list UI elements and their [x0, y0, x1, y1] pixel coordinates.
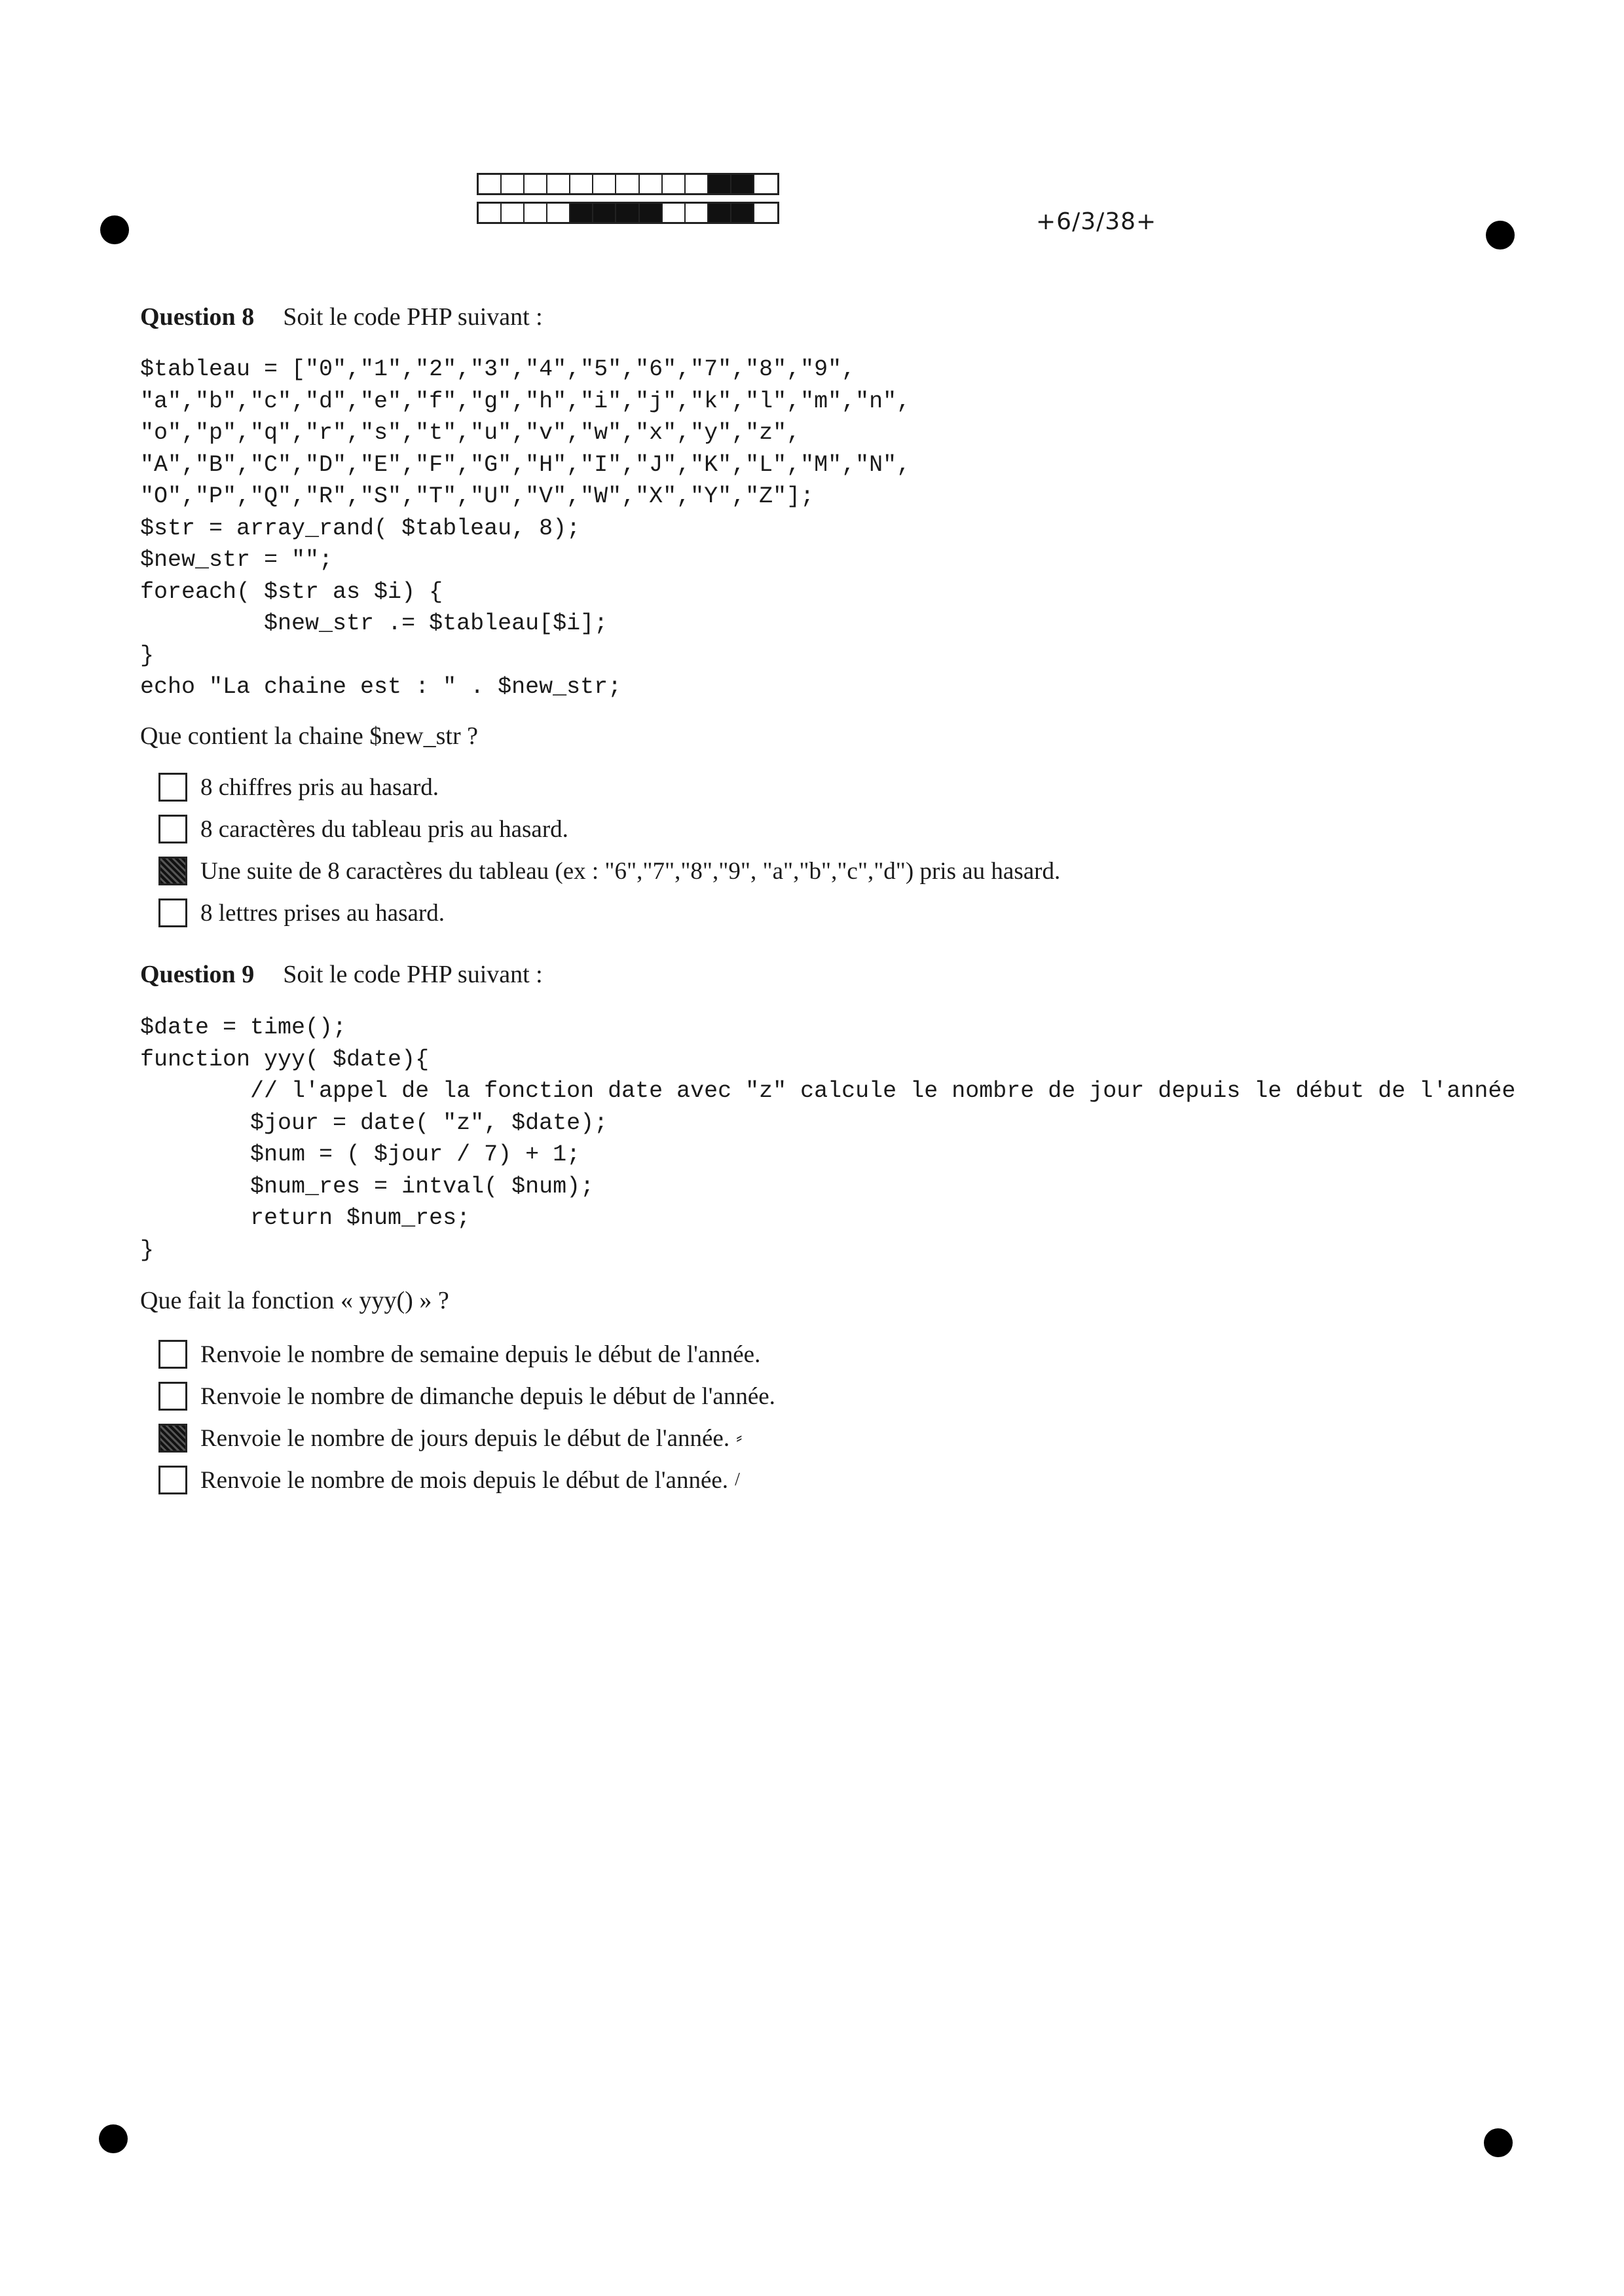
- choice-label: 8 caractères du tableau pris au hasard.: [200, 815, 568, 843]
- barcode-cell-empty: [547, 175, 570, 193]
- checkbox[interactable]: [158, 1340, 187, 1369]
- barcode-cell-empty: [525, 175, 547, 193]
- barcode-cell-empty: [479, 175, 502, 193]
- question-9-choices: [158, 1333, 775, 1501]
- checkbox[interactable]: [158, 773, 187, 802]
- barcode-cell-empty: [686, 175, 709, 193]
- registration-mark-top-left: [100, 215, 129, 244]
- registration-mark-top-right: [1486, 221, 1515, 250]
- barcode-cell-filled: [731, 175, 754, 193]
- pen-mark-icon: ⸗: [736, 1428, 743, 1448]
- pen-mark-icon: /: [735, 1470, 740, 1490]
- choice-label: Renvoie le nombre de semaine depuis le début de l'année.: [200, 1341, 761, 1368]
- choice-q8-a[interactable]: [158, 766, 1060, 808]
- page-code-barcode: [477, 173, 779, 231]
- question-8-title: [140, 303, 543, 331]
- choice-label: 8 chiffres pris au hasard.: [200, 773, 439, 801]
- checkbox[interactable]: [158, 1382, 187, 1411]
- barcode-cell-empty: [593, 175, 616, 193]
- barcode-cell-empty: [570, 175, 593, 193]
- barcode-row: [477, 173, 779, 195]
- question-9-title: [140, 960, 543, 989]
- barcode-cell-filled: [640, 204, 663, 222]
- question-9-question: Que fait la fonction « yyy() » ?: [140, 1287, 449, 1314]
- choice-label: Renvoie le nombre de jours depuis le début de l'année.: [200, 1424, 730, 1452]
- question-9-label: Question 9: [140, 961, 255, 988]
- barcode-cell-empty: [663, 175, 686, 193]
- barcode-cell-filled: [593, 204, 616, 222]
- barcode-cell-empty: [754, 175, 777, 193]
- choice-q8-c[interactable]: [158, 850, 1060, 892]
- choice-q8-d[interactable]: [158, 892, 1060, 934]
- barcode-cell-filled: [570, 204, 593, 222]
- barcode-cell-empty: [502, 204, 525, 222]
- barcode-cell-empty: [754, 204, 777, 222]
- question-8-prompt: Soit le code PHP suivant :: [283, 303, 543, 331]
- barcode-cell-empty: [547, 204, 570, 222]
- barcode-cell-filled: [709, 204, 731, 222]
- choice-q9-c[interactable]: [158, 1417, 775, 1459]
- barcode-cell-empty: [502, 175, 525, 193]
- barcode-cell-empty: [616, 175, 639, 193]
- barcode-cell-filled: [709, 175, 731, 193]
- choice-q9-b[interactable]: [158, 1375, 775, 1417]
- choice-q9-d[interactable]: [158, 1459, 775, 1501]
- barcode-cell-empty: [663, 204, 686, 222]
- checkbox-checked[interactable]: [158, 857, 187, 885]
- barcode-row: [477, 202, 779, 224]
- question-8-code: $tableau = ["0","1","2","3","4","5","6","7","8","9", "a","b","c","d","e","f","g","h","i","j","k","l","m","n", "o","p","q","r","s","t","u","v","w","x","y","z", "A","B","C","D","E","F","G","H","I","J","K","L","M","N", "O","P","Q","R","S","T","U","V","W","X","Y","Z"]; $str = array_rand( $tableau, 8); $new_str = ""; foreach( $str as $i) { $new_str .= $tableau[$i]; } echo "La chaine est : " . $new_str;: [140, 356, 911, 700]
- checkbox[interactable]: [158, 815, 187, 843]
- barcode-cell-empty: [640, 175, 663, 193]
- barcode-cell-empty: [686, 204, 709, 222]
- registration-mark-bottom-left: [99, 2124, 128, 2153]
- barcode-cell-filled: [616, 204, 639, 222]
- checkbox[interactable]: [158, 1466, 187, 1494]
- barcode-cell-empty: [479, 204, 502, 222]
- registration-mark-bottom-right: [1484, 2128, 1513, 2157]
- question-8-question: Que contient la chaine $new_str ?: [140, 722, 478, 750]
- question-9-code: $date = time(); function yyy( $date){ // l'appel de la fonction date avec "z" calcule le nombre de jour depuis le début de l'année $jour = date( "z", $date); $num = ( $jour / 7) + 1; $num_res = intval( $num); return $num_res; }: [140, 1014, 1516, 1263]
- question-8-choices: [158, 766, 1060, 934]
- checkbox-checked[interactable]: [158, 1424, 187, 1453]
- choice-q9-a[interactable]: [158, 1333, 775, 1375]
- choice-q8-b[interactable]: [158, 808, 1060, 850]
- barcode-cell-filled: [731, 204, 754, 222]
- question-9-prompt: Soit le code PHP suivant :: [283, 961, 543, 988]
- page-id: +6/3/38+: [1036, 208, 1157, 235]
- choice-label: Renvoie le nombre de mois depuis le début de l'année.: [200, 1466, 729, 1494]
- choice-label: Renvoie le nombre de dimanche depuis le début de l'année.: [200, 1382, 775, 1410]
- barcode-cell-empty: [525, 204, 547, 222]
- question-8-label: Question 8: [140, 303, 255, 331]
- choice-label: 8 lettres prises au hasard.: [200, 899, 445, 927]
- checkbox[interactable]: [158, 898, 187, 927]
- choice-label: Une suite de 8 caractères du tableau (ex : "6","7","8","9", "a","b","c","d") pris au hasard.: [200, 857, 1061, 885]
